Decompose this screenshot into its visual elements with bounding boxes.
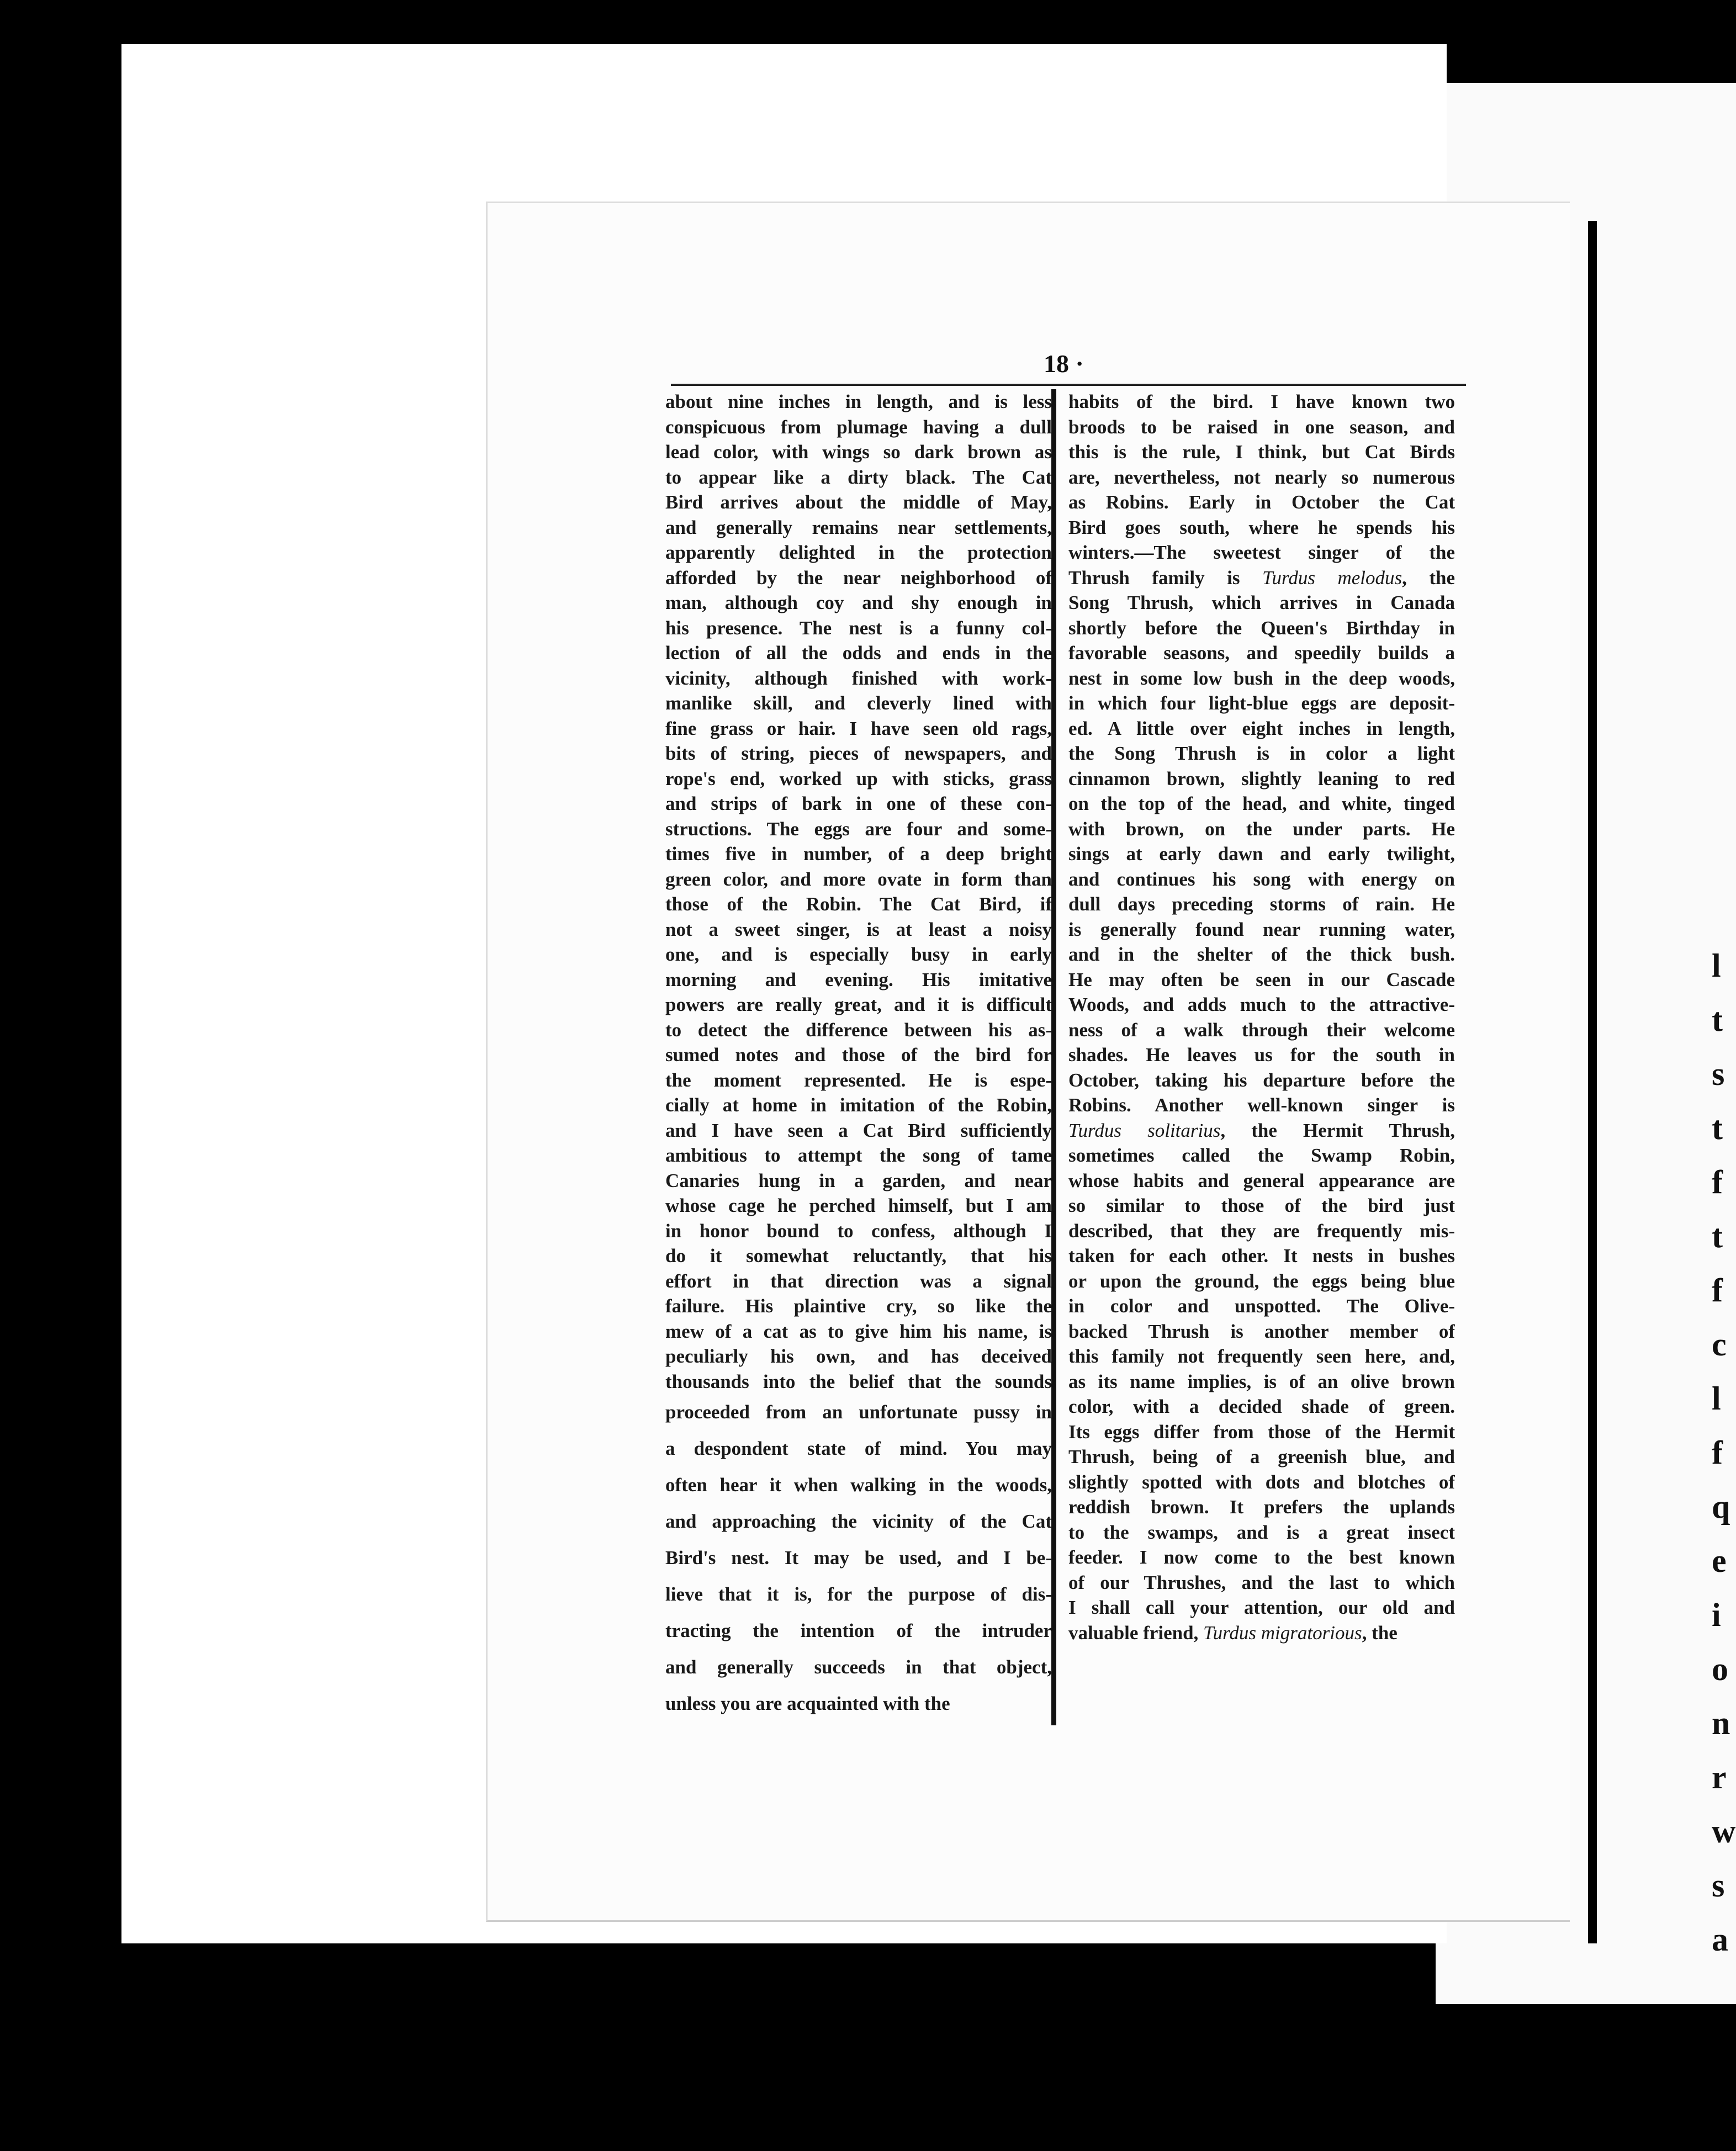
text-line: often hear it when walking in the woods,	[665, 1474, 1052, 1496]
text-line: as Robins. Early in October the Cat	[1068, 491, 1455, 513]
text-line: He may often be seen in our Cascade	[1068, 968, 1455, 990]
text-line: vicinity, although finished with work-	[665, 667, 1052, 689]
text-line: as its name implies, is of an olive brown	[1068, 1370, 1455, 1392]
text-line: afforded by the near neighborhood of	[665, 566, 1052, 589]
text-line: described, that they are frequently mis-	[1068, 1220, 1455, 1242]
text-line: morning and evening. His imitative	[665, 968, 1052, 990]
text-line: and approaching the vicinity of the Cat	[665, 1511, 1052, 1532]
text-line: with brown, on the under parts. He	[1068, 818, 1455, 840]
text-line: whose cage he perched himself, but I am	[665, 1195, 1052, 1216]
binding-gutter-line	[1588, 221, 1597, 1943]
text-line: peculiarly his own, and has deceived	[665, 1345, 1052, 1367]
text-line: reddish brown. It prefers the uplands	[1068, 1496, 1455, 1518]
text-line: and I have seen a Cat Bird sufficiently	[665, 1119, 1052, 1141]
text-line: Its eggs differ from those of the Hermit	[1068, 1421, 1455, 1443]
text-line: on the top of the head, and white, tinged	[1068, 793, 1455, 814]
text-line: are, nevertheless, not nearly so numerous	[1068, 466, 1455, 488]
text-line: effort in that direction was a signal	[665, 1270, 1052, 1292]
text-line: I shall call your attention, our old and	[1068, 1597, 1455, 1618]
text-line: the Song Thrush is in color a light	[1068, 743, 1455, 764]
text-line: or upon the ground, the eggs being blue	[1068, 1270, 1455, 1292]
text-line: backed Thrush is another member of	[1068, 1320, 1455, 1342]
text-line: valuable friend, Turdus migratorious, the	[1068, 1622, 1398, 1644]
text-line: Woods, and adds much to the attractive-	[1068, 994, 1455, 1015]
text-line: broods to be raised in one season, and	[1068, 416, 1455, 438]
text-line: times five in number, of a deep bright	[665, 843, 1052, 865]
page-number: 18 ·	[1044, 349, 1084, 378]
text-line: nest in some low bush in the deep woods,	[1068, 667, 1455, 689]
text-line: so similar to those of the bird just	[1068, 1195, 1455, 1216]
text-line: a despondent state of mind. You may	[665, 1438, 1052, 1459]
text-line: Bird's nest. It may be used, and I be-	[665, 1547, 1052, 1569]
text-line: and continues his song with energy on	[1068, 868, 1455, 890]
text-line: winters.—The sweetest singer of the	[1068, 542, 1455, 563]
text-line: do it somewhat reluctantly, that his	[665, 1245, 1052, 1267]
text-line: tracting the intention of the intruder	[665, 1620, 1052, 1641]
text-line: color, with a decided shade of green.	[1068, 1396, 1455, 1417]
text-line: in which four light-blue eggs are deposit-	[1068, 692, 1455, 714]
text-line: to appear like a dirty black. The Cat	[665, 466, 1052, 488]
adjacent-page-text-fragment: l t s t f t f c l f q e i o n r w s a	[1712, 947, 1736, 1958]
text-line: conspicuous from plumage having a dull	[665, 416, 1052, 438]
text-line: sometimes called the Swamp Robin,	[1068, 1145, 1455, 1166]
text-line: whose habits and general appearance are	[1068, 1169, 1455, 1191]
text-line: powers are really great, and it is difficult	[665, 994, 1052, 1015]
header-rule	[671, 384, 1466, 386]
text-line: proceeded from an unfortunate pussy in	[665, 1401, 1052, 1423]
text-line: Robins. Another well-known singer is	[1068, 1094, 1455, 1116]
text-line: thousands into the belief that the sounds	[665, 1370, 1052, 1392]
text-line: cinnamon brown, slightly leaning to red	[1068, 767, 1455, 790]
text-line: and generally succeeds in that object,	[665, 1656, 1052, 1678]
text-line: to the swamps, and is a great insect	[1068, 1521, 1455, 1543]
text-line: his presence. The nest is a funny col-	[665, 617, 1052, 639]
text-line: about nine inches in length, and is less	[665, 391, 1052, 412]
text-line: Thrush, being of a greenish blue, and	[1068, 1446, 1455, 1467]
text-line: Song Thrush, which arrives in Canada	[1068, 592, 1455, 613]
text-line: sings at early dawn and early twilight,	[1068, 843, 1455, 865]
text-line: of our Thrushes, and the last to which	[1068, 1571, 1455, 1593]
text-line: unless you are acquainted with the	[665, 1693, 950, 1714]
text-line: lieve that it is, for the purpose of dis-	[665, 1583, 1052, 1605]
text-line: apparently delighted in the protection	[665, 542, 1052, 563]
text-line: Bird goes south, where he spends his	[1068, 516, 1455, 538]
text-line: not a sweet singer, is at least a noisy	[665, 918, 1052, 940]
text-line: manlike skill, and cleverly lined with	[665, 692, 1052, 714]
text-line: to detect the difference between his as-	[665, 1019, 1052, 1041]
text-line: favorable seasons, and speedily builds a	[1068, 642, 1455, 664]
text-line: those of the Robin. The Cat Bird, if	[665, 893, 1052, 915]
text-line: and generally remains near settlements,	[665, 516, 1052, 538]
text-line: habits of the bird. I have known two	[1068, 391, 1455, 412]
column-divider	[1051, 389, 1056, 1725]
text-line: October, taking his departure before the	[1068, 1069, 1455, 1091]
text-line: man, although coy and shy enough in	[665, 592, 1052, 613]
text-line: shades. He leaves us for the south in	[1068, 1044, 1455, 1066]
text-line: sumed notes and those of the bird for	[665, 1044, 1052, 1066]
text-line: structions. The eggs are four and some-	[665, 818, 1052, 840]
text-line: slightly spotted with dots and blotches of	[1068, 1471, 1455, 1493]
text-column-right	[1068, 389, 1455, 1725]
text-line: rope's end, worked up with sticks, grass	[665, 767, 1052, 790]
text-line: in honor bound to confess, although I	[665, 1220, 1052, 1242]
text-line: this is the rule, I think, but Cat Birds	[1068, 441, 1455, 463]
text-line: and in the shelter of the thick bush.	[1068, 944, 1455, 965]
text-line: one, and is especially busy in early	[665, 944, 1052, 965]
text-line: lead color, with wings so dark brown as	[665, 441, 1052, 463]
text-column-left	[665, 389, 1052, 1725]
text-line: dull days preceding storms of rain. He	[1068, 893, 1455, 915]
text-line: mew of a cat as to give him his name, is	[665, 1320, 1052, 1342]
text-line: the moment represented. He is espe-	[665, 1069, 1052, 1091]
text-line: fine grass or hair. I have seen old rags,	[665, 717, 1052, 739]
text-line: Turdus solitarius, the Hermit Thrush,	[1068, 1119, 1455, 1141]
text-line: is generally found near running water,	[1068, 918, 1455, 940]
text-line: Canaries hung in a garden, and near	[665, 1169, 1052, 1191]
text-line: feeder. I now come to the best known	[1068, 1546, 1455, 1568]
text-line: Thrush family is Turdus melodus, the	[1068, 566, 1455, 589]
text-line: ness of a walk through their welcome	[1068, 1019, 1455, 1041]
text-line: green color, and more ovate in form than	[665, 868, 1052, 890]
text-line: taken for each other. It nests in bushes	[1068, 1245, 1455, 1267]
text-line: bits of string, pieces of newspapers, and	[665, 743, 1052, 764]
text-line: failure. His plaintive cry, so like the	[665, 1295, 1052, 1317]
text-line: this family not frequently seen here, and,	[1068, 1345, 1455, 1367]
text-line: ed. A little over eight inches in length,	[1068, 717, 1455, 739]
text-line: lection of all the odds and ends in the	[665, 642, 1052, 664]
text-line: shortly before the Queen's Birthday in	[1068, 617, 1455, 639]
text-line: ambitious to attempt the song of tame	[665, 1145, 1052, 1166]
text-line: and strips of bark in one of these con-	[665, 793, 1052, 814]
text-line: in color and unspotted. The Olive-	[1068, 1295, 1455, 1317]
text-line: cially at home in imitation of the Robin,	[665, 1094, 1052, 1116]
text-line: Bird arrives about the middle of May,	[665, 491, 1052, 513]
